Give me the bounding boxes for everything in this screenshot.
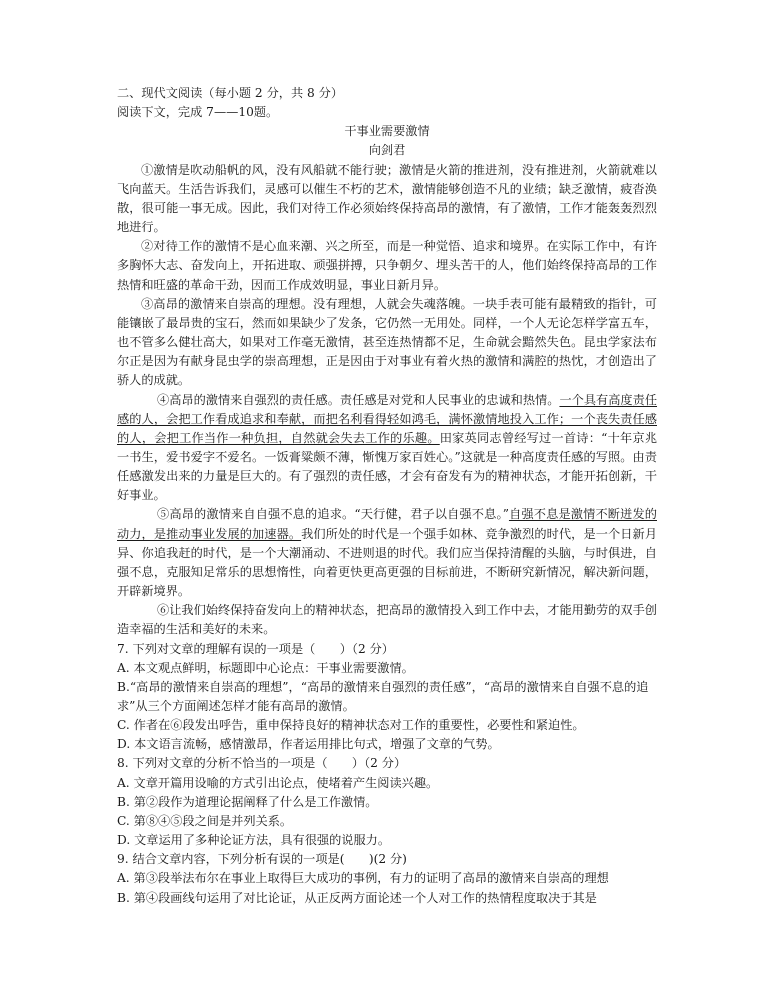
question-7-option-b: B.“高昂的激情来自崇高的理想”，“高昂的激情来自强烈的责任感”，“高昂的激情来自自强不息的追求”从三个方面阐述怎样才能有高昂的激情。: [117, 679, 649, 713]
article-title: 干事业需要激情: [344, 124, 430, 139]
paragraph-3: ③高昂的激情来自崇高的理想。没有理想，人就会失魂落魄。一块手表可能有最精致的指针，可能镶嵌了最昂贵的宝石，然而如果缺少了发条，它仍然一无用处。同样，一个人无论怎样学富五车，也不管多么健壮高大，如果对工作毫无激情，甚至连热情都不足，生命就会黯然失色。昆虫学家法布尔正是因为有献身昆虫学的崇高理想，正是因由于对事业有着火热的激情和满腔的热忱，才创造出了骄人的成就。: [117, 296, 657, 388]
question-8-option-a: A. 文章开篇用设喻的方式引出论点，使堵着产生阅读兴趣。: [117, 775, 439, 790]
question-7-option-c: C. 作者在⑥段发出呼告，重申保持良好的精神状态对工作的重要性，必要性和紧迫性。: [117, 718, 585, 733]
paragraph-4-lead: ④高昂的激情来自强烈的责任感。责任感是对党和人民事业的忠诚和热情。: [157, 392, 560, 407]
question-8-stem: 8. 下列对文章的分析不恰当的一项是（ ）（2 分）: [117, 756, 407, 771]
question-8-option-b: B. 第②段作为道理论据阐释了什么是工作激情。: [117, 794, 378, 809]
paragraph-4-rest: 田家英同志曾经写过一首诗：“十年京兆一书生，爱书爱字不爱名。一饭膏粱颇不薄，惭愧万家百姓心。”这就是一种高度责任感的写照。由责任感激发出来的力量是巨大的。有了强烈的责任感，才会有奋发有为的精神状态，才能开拓创新，干好事业。: [117, 430, 658, 503]
paragraph-4-underlined: 一个具有高度责任感的人，会把工作看成追求和奉献，而把名利看得轻如鸿毛，满怀激情地投入工作；一个丧失责任感的人，会把工作当作一种负担，自然就会失去工作的乐趣。: [117, 392, 658, 445]
article-author: 向剑君: [368, 143, 406, 158]
paragraph-1: ①激情是吹动船帆的风，没有风船就不能行驶；激情是火箭的推进剂，没有推进剂，火箭就难以飞向蓝天。生活告诉我们，灵感可以催生不朽的艺术，激情能够创造不凡的业绩；缺乏激情，疲沓涣散，很可能一事无成。因此，我们对待工作必须始终保持高昂的激情，有了激情，工作才能轰轰烈烈地进行。: [117, 162, 657, 235]
section-heading: 二、现代文阅读（每小题 2 分，共 8 分）: [117, 86, 344, 100]
question-8-option-d: D. 文章运用了多种论证方法，具有很强的说服力。: [117, 833, 391, 848]
question-8-option-c: C. 第⑧④⑤段之间是并列关系。: [117, 813, 293, 828]
paragraph-4: [117, 391, 657, 506]
question-9-option-b: B. 第④段画线句运用了对比论证，从正反两方面论述一个人对工作的热情程度取决于其是: [117, 890, 597, 905]
paragraph-5-rest: 我们所处的时代是一个强手如林、竞争激烈的时代，是一个日新月异、你追我赶的时代，是一个大潮涌动、不进则退的时代。我们应当保持清醒的头脑，与时俱进，自强不息，克服知足常乐的思想惰性，向着更快更高更强的目标前进，不断研究新情况，解决新问题，开辟新境界。: [117, 526, 658, 599]
paragraph-5-lead: ⑤高昂的激情来自自强不息的追求。“天行健，君子以自强不息。”: [157, 507, 509, 522]
exam-page: [117, 84, 657, 908]
question-9-option-a: A. 第③段举法布尔在事业上取得巨大成功的事例，有力的证明了高昂的激情来自崇高的理想: [117, 871, 609, 886]
paragraph-6: ⑥让我们始终保持奋发向上的精神状态，把高昂的激情投入到工作中去，才能用勤劳的双手创造幸福的生活和美好的未来。: [117, 603, 657, 637]
paragraph-5: [117, 505, 657, 601]
question-7-stem: 7. 下列对文章的理解有误的一项是（ ）（2 分）: [117, 641, 394, 656]
paragraph-5-underlined: 自强不息是激情不断迸发的动力，是推动事业发展的加速器。: [117, 507, 657, 541]
question-7-option-a: A. 本文观点鲜明，标题即中心论点：干事业需要激情。: [117, 660, 414, 675]
section-instruction: 阅读下文，完成 7——10题。: [117, 105, 279, 120]
question-7-option-d: D. 本文语言流畅，感情激昂，作者运用排比句式，增强了文章的气势。: [117, 737, 500, 752]
paragraph-2: ②对待工作的激情不是心血来潮、兴之所至，而是一种觉悟、追求和境界。在实际工作中，有许多胸怀大志、奋发向上，开拓进取、顽强拼搏，只争朝夕、埋头苦干的人，他们始终保持高昂的工作热情和旺盛的革命干劲，因而工作成效明显，事业日新月异。: [117, 239, 657, 292]
question-9-stem: 9. 结合文章内容，下列分析有误的一项是( )(2 分): [117, 852, 407, 867]
